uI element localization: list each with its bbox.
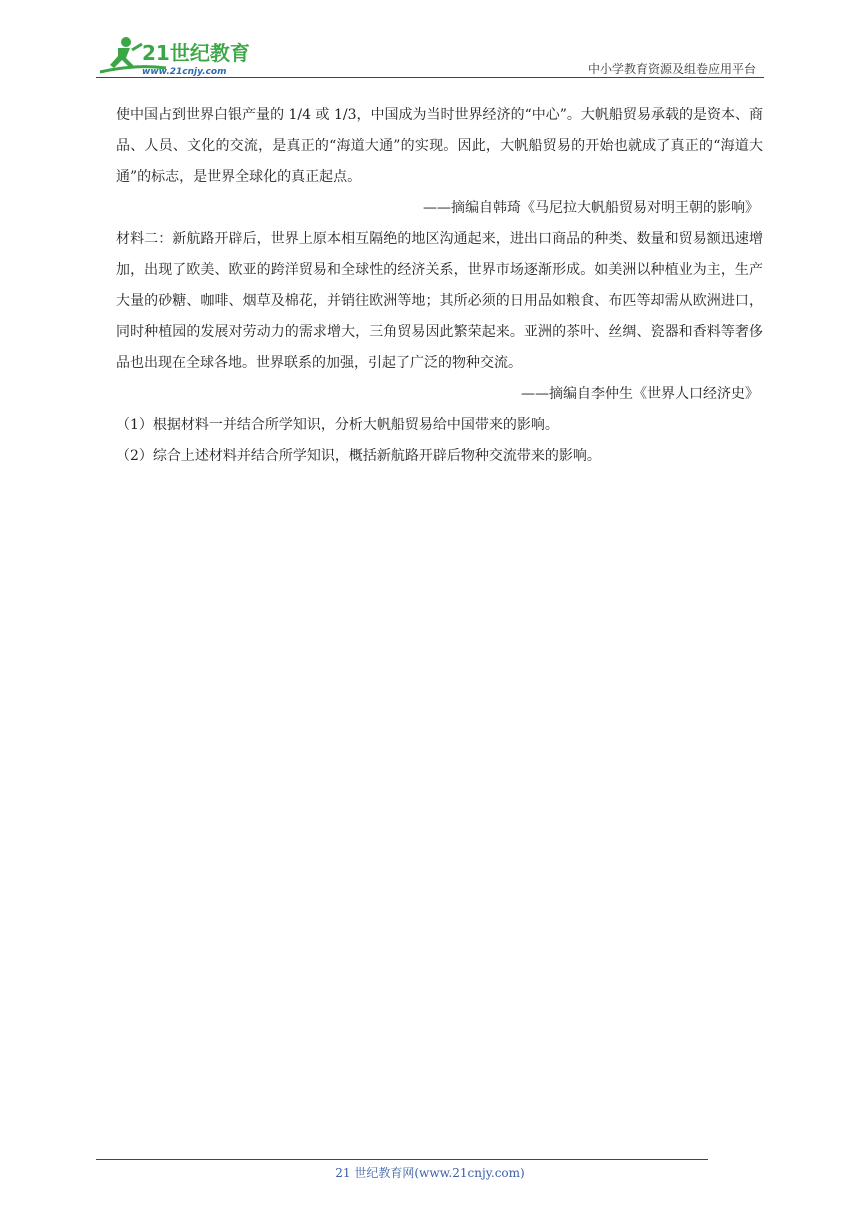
question-two: （2）综合上述材料并结合所学知识，概括新航路开辟后物种交流带来的影响。 (116, 448, 601, 464)
site-logo (96, 34, 256, 78)
material-two-paragraph: 材料二：新航路开辟后，世界上原本相互隔绝的地区沟通起来，进出口商品的种类、数量和贸易额迅速增加，出现了欧美、欧亚的跨洋贸易和全球性的经济关系，世界市场逐渐形成。如美洲以种植业为主，生产大量的砂糖、咖啡、烟草及棉花，并销往欧洲等地；其所必须的日用品如粮食、布匹等却需从欧洲进口，同时种植园的发展对劳动力的需求增大，三角贸易因此繁荣起来。亚洲的茶叶、丝绸、瓷器和香料等奢侈品也出现在全球各地。世界联系的加强，引起了广泛的物种交流。 (116, 231, 763, 371)
document-body (116, 100, 763, 472)
material-one-paragraph: 使中国占到世界白银产量的 1/4 或 1/3，中国成为当时世界经济的“中心”。大帆船贸易承载的是资本、商品、人员、文化的交流，是真正的“海道大通”的实现。因此，大帆船贸易的开始也就成了真正的“海道大通”的标志，是世界全球化的真正起点。 (116, 107, 763, 185)
header-divider (96, 77, 764, 78)
footer-text[interactable]: 21 世纪教育网(www.21cnjy.com) (335, 1166, 525, 1180)
logo-main-text: 21世纪教育 (142, 41, 250, 65)
footer-divider (96, 1159, 708, 1160)
question-one: （1）根据材料一并结合所学知识，分析大帆船贸易给中国带来的影响。 (116, 417, 559, 433)
material-two-source: ——摘编自李仲生《世界人口经济史》 (521, 386, 759, 402)
logo-url-text: www.21cnjy.com (142, 67, 227, 77)
platform-label: 中小学教育资源及组卷应用平台 (587, 62, 756, 76)
material-one-source: ——摘编自韩琦《马尼拉大帆船贸易对明王朝的影响》 (423, 200, 759, 216)
page-header (96, 30, 764, 78)
